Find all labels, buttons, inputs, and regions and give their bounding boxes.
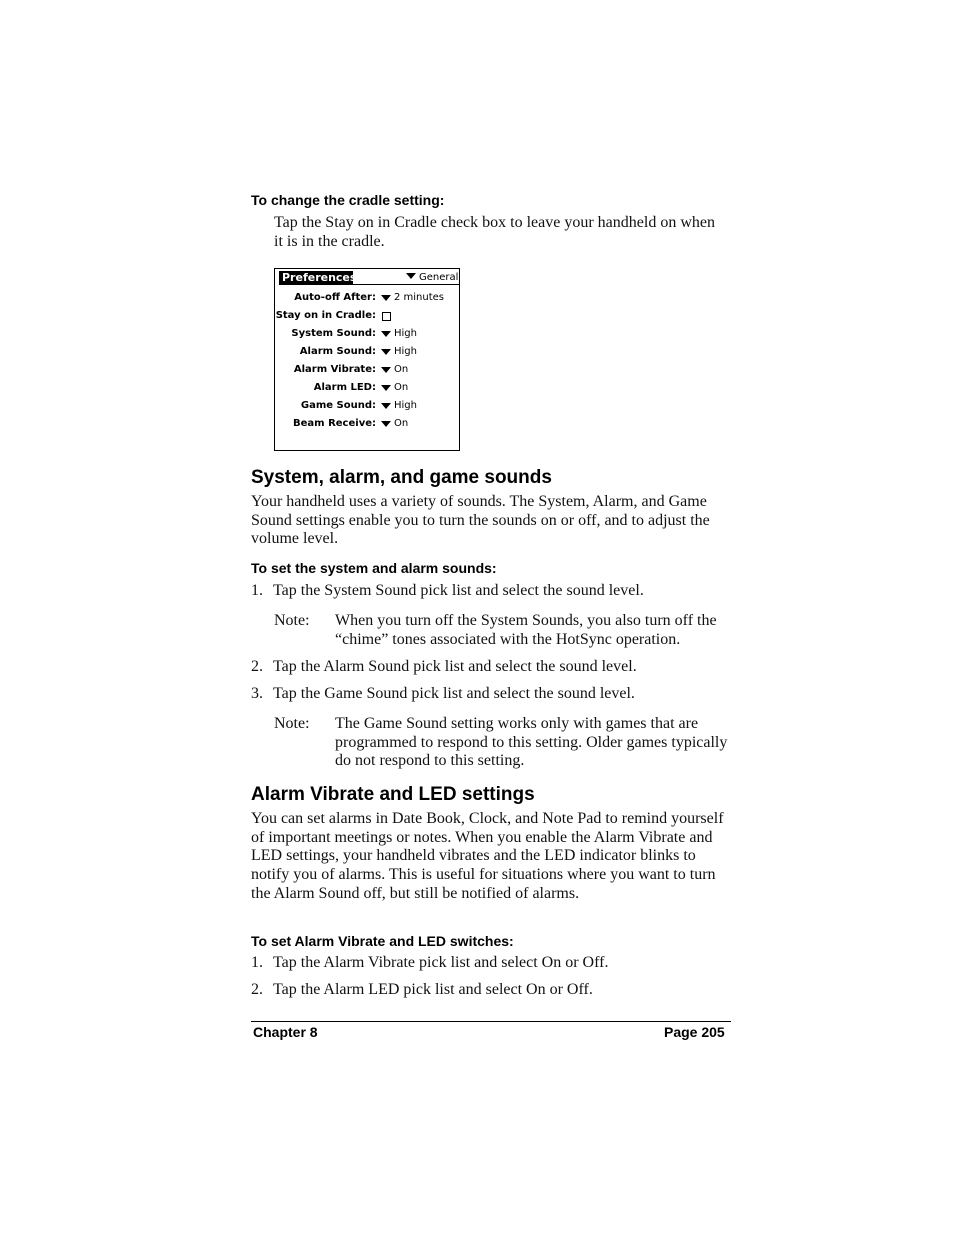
sounds-section-heading: System, alarm, and game sounds — [251, 467, 552, 488]
pref-label: System Sound: — [291, 328, 376, 339]
pref-label: Alarm Vibrate: — [293, 364, 376, 375]
pref-row-game-sound[interactable] — [275, 399, 459, 413]
chevron-down-icon — [381, 367, 391, 373]
sounds-intro-text: Your handheld uses a variety of sounds. The System, Alarm, and Game Sound settings enable you to turn the sounds on or off, and to adjust the volume level. — [251, 493, 710, 548]
stay-on-in-cradle-checkbox[interactable] — [382, 312, 391, 321]
note-text: When you turn off the System Sounds, you also turn off the “chime” tones associated with the HotSync operation. — [335, 612, 717, 648]
step-number: 1. — [251, 582, 263, 599]
pref-row-alarm-vibrate[interactable] — [275, 363, 459, 377]
pref-value: 2 minutes — [394, 292, 445, 303]
sounds-step-2 — [251, 657, 731, 676]
chevron-down-icon — [381, 403, 391, 409]
preferences-title: Preferences — [279, 271, 353, 285]
pref-label: Auto-off After: — [294, 292, 376, 303]
pref-label: Stay on in Cradle: — [275, 310, 376, 321]
step-text: Tap the Alarm Vibrate pick list and select On or Off. — [273, 954, 609, 971]
step-number: 2. — [251, 981, 263, 998]
chevron-down-icon — [381, 349, 391, 355]
step-text: Tap the Alarm LED pick list and select On or Off. — [273, 981, 593, 998]
preferences-screen — [274, 268, 460, 451]
chevron-down-icon — [381, 421, 391, 427]
vibrate-intro-text: You can set alarms in Date Book, Clock, and Note Pad to remind yourself of important meetings or notes. When you enable the Alarm Vibrate and LED settings, your handheld vibrates and the LED indicator blinks to notify you of alarms. This is useful for situations where you want to turn the Alarm Sound off, but still be notified of alarms. — [251, 810, 724, 902]
vibrate-step-2 — [251, 980, 731, 999]
sounds-step-3 — [251, 684, 731, 703]
note-label: Note: — [274, 715, 310, 732]
chevron-down-icon — [381, 295, 391, 301]
pref-row-auto-off[interactable] — [275, 291, 459, 305]
cradle-body-text: Tap the Stay on in Cradle check box to leave your handheld on when it is in the cradle. — [274, 214, 715, 250]
step-text: Tap the Alarm Sound pick list and select the sound level. — [273, 658, 637, 675]
pref-value: On — [394, 418, 409, 429]
sounds-procedure-heading: To set the system and alarm sounds: — [251, 560, 497, 576]
pref-value: On — [394, 364, 409, 375]
pref-value: High — [394, 346, 417, 357]
note-label: Note: — [274, 612, 310, 629]
pref-row-stay-on-in-cradle[interactable] — [275, 309, 459, 323]
vibrate-procedure-heading: To set Alarm Vibrate and LED switches: — [251, 933, 514, 949]
pref-value: On — [394, 382, 409, 393]
pref-row-system-sound[interactable] — [275, 327, 459, 341]
category-picker[interactable] — [406, 271, 458, 285]
footer-page-number: Page 205 — [664, 1024, 725, 1040]
pref-row-alarm-led[interactable] — [275, 381, 459, 395]
pref-value: High — [394, 400, 417, 411]
chevron-down-icon — [406, 273, 416, 279]
pref-value: High — [394, 328, 417, 339]
step-text: Tap the System Sound pick list and select the sound level. — [273, 582, 644, 599]
chevron-down-icon — [381, 385, 391, 391]
footer-rule — [251, 1021, 731, 1022]
cradle-procedure-heading: To change the cradle setting: — [251, 192, 445, 208]
step-number: 3. — [251, 685, 263, 702]
pref-row-alarm-sound[interactable] — [275, 345, 459, 359]
pref-label: Game Sound: — [300, 400, 376, 411]
pref-row-beam-receive[interactable] — [275, 417, 459, 431]
vibrate-step-1 — [251, 953, 731, 972]
category-label: General — [419, 272, 459, 283]
pref-label: Beam Receive: — [293, 418, 376, 429]
sounds-step-1 — [251, 581, 731, 600]
step-number: 2. — [251, 658, 263, 675]
footer-chapter: Chapter 8 — [253, 1024, 318, 1040]
pref-label: Alarm LED: — [313, 382, 376, 393]
step-text: Tap the Game Sound pick list and select the sound level. — [273, 685, 635, 702]
chevron-down-icon — [381, 331, 391, 337]
pref-label: Alarm Sound: — [299, 346, 376, 357]
step-number: 1. — [251, 954, 263, 971]
note-text: The Game Sound setting works only with games that are programmed to respond to this setting. Older games typically do not respond to this setting. — [335, 715, 728, 770]
vibrate-section-heading: Alarm Vibrate and LED settings — [251, 784, 535, 805]
